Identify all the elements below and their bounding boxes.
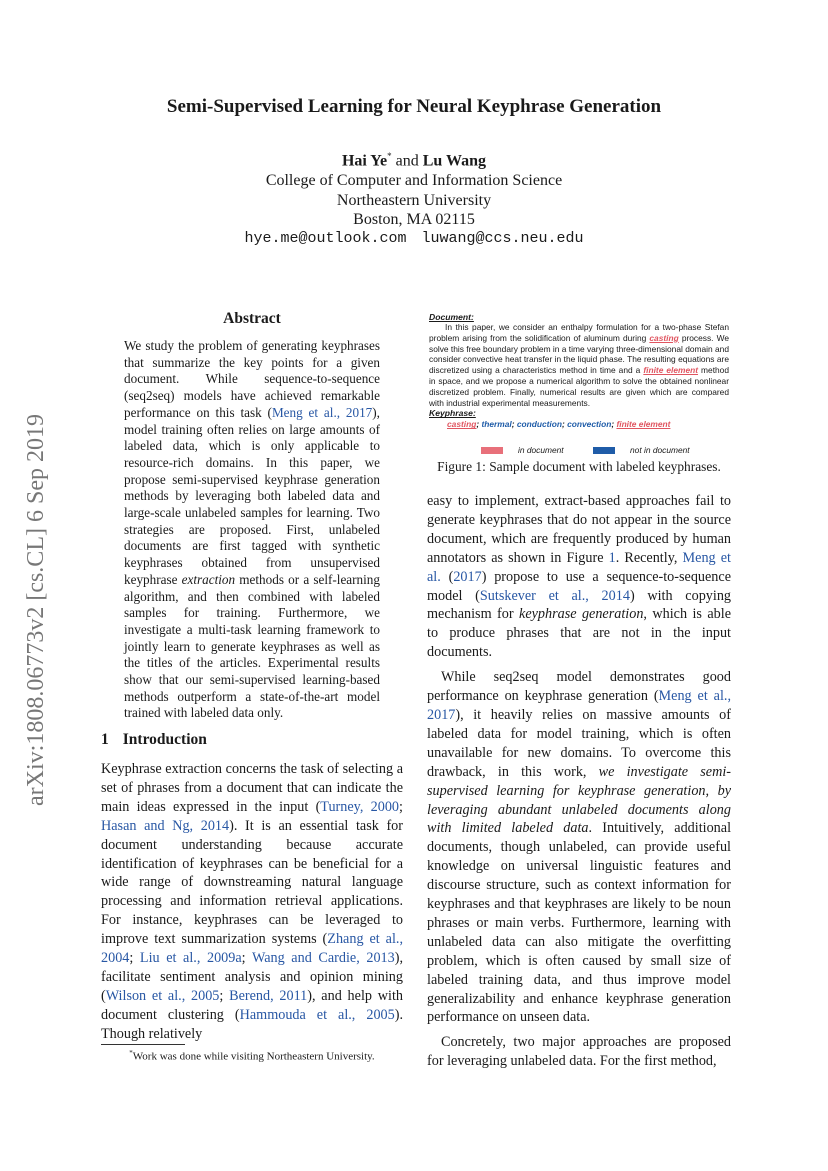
figure-caption: Figure 1: Sample document with labeled keyphrases. xyxy=(437,459,721,474)
figure-reference[interactable]: 1 xyxy=(608,549,616,566)
figure-keyphrase-list: casting; thermal; conduction; convection; finite element xyxy=(447,419,671,430)
affiliation-line: Northeastern University xyxy=(336,192,492,209)
abstract-heading: Abstract xyxy=(223,310,281,327)
figure-keyphrase-label: Keyphrase: xyxy=(429,408,476,419)
paragraph: While seq2seq model demonstrates good performance on keyphrase generation (Meng et al., 2017), it heavily relies on massive amounts of labeled data for model training, which is often unavailable for new domains. To overcome this drawback, in this work, we investigate semi-supervised learning for keyphrase generation, by leveraging abundant unlabeled documents along with limited labeled data. Intuitively, additional documents, though unlabeled, can provide useful knowledge on universal linguistic features and discourse structure, such as context information for keyphrases and that keyphrases are likely to be noun phrases or main verbs. Furthermore, learning with unlabeled data can also mitigate the overfitting problem, which is often caused by small size of labeled training data, and thus improve model generalizability and enhance keyphrase generation performance on unseen data. xyxy=(427,669,732,1026)
citation-link[interactable]: Meng et al., 2017 xyxy=(427,688,731,723)
citation-link[interactable]: Meng et al. xyxy=(427,549,731,585)
footnote: *Work was done while visiting Northeastern University. xyxy=(129,1049,375,1063)
intro-paragraph: Keyphrase extraction concerns the task of selecting a set of phrases from a document that can indicate the main ideas expressed in the input (Turney, 2000; Hasan and Ng, 2014). It is an essential task for document understanding because accurate identification of keyphrases can be beneficial for a wide range of downstreaming natural language processing and information retrieval applications. For instance, keyphrases can be leveraged to improve text summarization systems (Zhang et al., 2004; Liu et al., 2009a; Wang and Cardie, 2013), facilitate sentiment analysis and opinion mining (Wilson et al., 2005; Berend, 2011), and help with document clustering (Hammouda et al., 2005). Though relatively xyxy=(101,761,404,1042)
arxiv-stamp: arXiv:1808.06773v2 [cs.CL] 6 Sep 2019 xyxy=(23,414,49,806)
affiliation-line: Boston, MA 02115 xyxy=(353,211,475,228)
citation-link[interactable]: Sutskever et al., 2014 xyxy=(479,587,630,604)
right-column xyxy=(427,492,731,1071)
figure-1 xyxy=(429,312,729,462)
citation-link[interactable]: Wang and Cardie, 2013 xyxy=(251,950,395,967)
legend-swatch-in xyxy=(481,447,503,454)
legend-not-in-document: not in document xyxy=(593,445,690,455)
abstract-body: We study the problem of generating keyphrases that summarize the key points for a given document. While sequence-to-sequence (seq2seq) models have achieved remarkable performance on this task (Meng et al., 2017), model training often relies on large amounts of labeled data, which is only applicable to resource-rich domains. In this paper, we propose semi-supervised keyphrase generation methods by leveraging both labeled data and large-scale unlabeled samples for learning. Two strategies are proposed. First, unlabeled documents are first tagged with synthetic keyphrases obtained from unsupervised keyphrase extraction methods or a self-learning algorithm, and then combined with labeled samples for training. Furthermore, we investigate a multi-task learning framework to jointly learn to generate keyphrases as well as the titles of the articles. Experimental results show that our semi-supervised learning-based methods outperform a state-of-the-art model trained with labeled data only. xyxy=(124,338,380,721)
author-conjunction: and xyxy=(395,152,419,170)
affiliation-line: College of Computer and Information Science xyxy=(265,172,563,189)
citation-link[interactable]: Hammouda et al., 2005 xyxy=(239,1006,395,1023)
paragraph: easy to implement, extract-based approaches fail to generate keyphrases that do not appear in the source document, which are frequently produced by human annotators as shown in Figure 1. Recently, Meng et al. (2017) propose to use a sequence-to-sequence model (Sutskever et al., 2014) with copying mechanism for keyphrase generation, which is able to produce phrases that are not in the input documents. xyxy=(427,493,732,661)
legend-swatch-out xyxy=(593,447,615,454)
citation-link[interactable]: 2017 xyxy=(453,568,482,585)
author-name: Hai Ye xyxy=(341,152,388,170)
figure-document-label: Document: xyxy=(429,312,474,322)
footnote-rule xyxy=(101,1044,185,1045)
citation-link[interactable]: Zhang et al., 2004 xyxy=(101,931,403,967)
citation-link[interactable]: Liu et al., 2009a xyxy=(139,950,242,967)
figure-document-text: In this paper, we consider an enthalpy formulation for a two-phase Stefan problem arising from the solidification of aluminum during casting process. We solve this free boundary problem in a time varying three-dimensional domain and consider convective heat transfer in the liquid phase. The resulting equations are discretized using a characteristics method in time and a finite element method in space, and we propose a numerical algorithm to solve the obtained nonlinear discretized problem. Finally, numerical results are given which are compared with industrial experimental measurements. xyxy=(429,322,729,408)
citation-link[interactable]: Turney, 2000 xyxy=(320,798,400,815)
authors xyxy=(0,151,828,170)
citation-link[interactable]: Wilson et al., 2005 xyxy=(105,987,220,1004)
citation-link[interactable]: Meng et al., 2017 xyxy=(271,404,373,420)
legend-in-document: in document xyxy=(481,445,564,455)
section-heading: 1 Introduction xyxy=(101,731,207,748)
author-footnote-mark: * xyxy=(387,151,392,161)
author-emails: hye.me@outlook.com luwang@ccs.neu.edu xyxy=(244,230,584,247)
paper-title: Semi-Supervised Learning for Neural Keyphrase Generation xyxy=(166,96,662,117)
citation-link[interactable]: Berend, 2011 xyxy=(229,987,308,1004)
paragraph: Concretely, two major approaches are proposed for leveraging unlabeled data. For the first method, xyxy=(427,1034,731,1070)
author-name: Lu Wang xyxy=(422,152,487,170)
citation-link[interactable]: Hasan and Ng, 2014 xyxy=(101,817,230,834)
